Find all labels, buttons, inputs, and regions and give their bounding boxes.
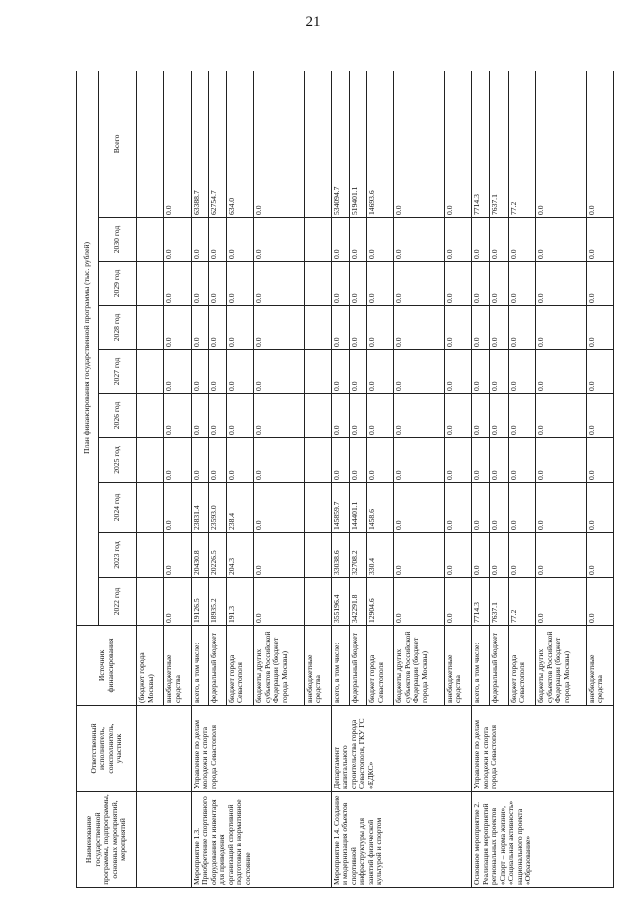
row-value-cell: 0.0 (191, 262, 209, 306)
row-value-cell: 0.0 (586, 350, 613, 394)
row-total-cell: 519401.1 (349, 71, 367, 218)
row-value-cell: 0.0 (586, 262, 613, 306)
row-value-cell: 0.0 (367, 438, 394, 483)
row-name-cell: Основное мероприятие 2. Реализация мероприятий региональных проектов «Спорт – норма жизни», «Социальная активность» национального проекта «Образование» (472, 792, 614, 888)
row-source-cell: внебюджетные средства (586, 626, 613, 706)
row-value-cell: 0.0 (394, 438, 444, 483)
row-total-cell: 0.0 (536, 71, 586, 218)
row-total-cell (304, 71, 331, 218)
table-frame (76, 71, 614, 888)
row-value-cell: 0.0 (226, 394, 253, 438)
row-value-cell: 0.0 (331, 438, 349, 483)
row-value-cell: 1458.6 (367, 483, 394, 533)
row-value-cell: 19126.5 (191, 578, 209, 626)
row-value-cell: 0.0 (394, 483, 444, 533)
row-value-cell: 0.0 (349, 438, 367, 483)
row-value-cell: 0.0 (209, 262, 227, 306)
row-total-cell: 7714.3 (472, 71, 490, 218)
row-value-cell: 0.0 (489, 218, 508, 262)
row-value-cell: 0.0 (164, 218, 191, 262)
row-value-cell: 0.0 (226, 218, 253, 262)
header-year: 2030 год (99, 218, 137, 262)
row-value-cell: 0.0 (586, 218, 613, 262)
row-value-cell: 0.0 (508, 438, 535, 483)
row-value-cell (137, 262, 164, 306)
row-value-cell: 342291.8 (349, 578, 367, 626)
row-value-cell: 0.0 (489, 306, 508, 350)
row-source-cell: всего, в том числе: (331, 626, 349, 706)
row-value-cell: 0.0 (394, 394, 444, 438)
row-source-cell: (бюджет города Москвы) (137, 626, 164, 706)
row-total-cell: 0.0 (586, 71, 613, 218)
header-name: Наименование государственной программы, подпрограммы, основных мероприятий, мероприятий (77, 792, 137, 888)
row-value-cell: 0.0 (508, 483, 535, 533)
row-value-cell: 0.0 (349, 350, 367, 394)
row-value-cell: 0.0 (164, 578, 191, 626)
row-value-cell (304, 533, 331, 578)
row-value-cell (304, 350, 331, 394)
row-value-cell: 0.0 (536, 306, 586, 350)
row-value-cell: 0.0 (489, 262, 508, 306)
row-value-cell: 0.0 (472, 306, 490, 350)
row-source-cell: внебюджетные средства (304, 626, 331, 706)
row-value-cell: 0.0 (254, 394, 304, 438)
row-value-cell: 0.0 (489, 350, 508, 394)
row-value-cell: 0.0 (472, 438, 490, 483)
row-value-cell: 0.0 (508, 533, 535, 578)
row-value-cell: 0.0 (444, 483, 471, 533)
row-value-cell: 0.0 (444, 218, 471, 262)
row-value-cell: 0.0 (209, 438, 227, 483)
row-value-cell: 0.0 (254, 306, 304, 350)
row-value-cell: 32708.2 (349, 533, 367, 578)
row-value-cell: 0.0 (536, 262, 586, 306)
header-year: 2029 год (99, 262, 137, 306)
row-responsible-cell: Департамент капитального строительства города Севастополя, ГКУ ГС «ЕДКС» (331, 706, 471, 792)
row-total-cell: 14693.6 (367, 71, 394, 218)
row-value-cell: 0.0 (331, 262, 349, 306)
row-value-cell: 330.4 (367, 533, 394, 578)
row-value-cell (137, 394, 164, 438)
row-value-cell: 191.3 (226, 578, 253, 626)
row-value-cell: 0.0 (367, 350, 394, 394)
row-value-cell (304, 483, 331, 533)
row-total-cell: 77.2 (508, 71, 535, 218)
row-value-cell: 0.0 (349, 218, 367, 262)
page-number: 21 (305, 14, 321, 30)
row-source-cell: бюджет города Севастополя (226, 626, 253, 706)
row-value-cell: 0.0 (508, 306, 535, 350)
row-value-cell: 0.0 (254, 483, 304, 533)
row-value-cell: 0.0 (367, 218, 394, 262)
row-value-cell: 0.0 (254, 578, 304, 626)
row-value-cell: 0.0 (536, 350, 586, 394)
row-value-cell: 0.0 (367, 262, 394, 306)
header-year: 2028 год (99, 306, 137, 350)
row-value-cell: 0.0 (444, 438, 471, 483)
row-source-cell: всего, в том числе: (191, 626, 209, 706)
row-value-cell (304, 394, 331, 438)
row-total-cell: 0.0 (394, 71, 444, 218)
row-value-cell: 0.0 (586, 438, 613, 483)
table-row (331, 71, 349, 888)
header-responsible: Ответственный исполнитель, соисполнитель, участник (77, 706, 137, 792)
row-value-cell: 238.4 (226, 483, 253, 533)
row-value-cell: 0.0 (444, 350, 471, 394)
row-value-cell: 355196.4 (331, 578, 349, 626)
header-year: 2027 год (99, 350, 137, 394)
row-value-cell: 0.0 (472, 483, 490, 533)
row-total-cell: 0.0 (254, 71, 304, 218)
header-source: Источник финансирования (77, 626, 137, 706)
row-value-cell (304, 218, 331, 262)
row-value-cell: 12904.6 (367, 578, 394, 626)
row-total-cell: 634.0 (226, 71, 253, 218)
row-value-cell: 23593.0 (209, 483, 227, 533)
header-year: 2024 год (99, 483, 137, 533)
row-value-cell: 0.0 (508, 262, 535, 306)
row-source-cell: бюджеты других субъектов Российской Федерации (бюджет города Москвы) (254, 626, 304, 706)
row-value-cell: 0.0 (444, 262, 471, 306)
row-value-cell (304, 262, 331, 306)
row-value-cell: 0.0 (394, 218, 444, 262)
row-total-cell: 0.0 (444, 71, 471, 218)
row-value-cell: 0.0 (489, 394, 508, 438)
row-value-cell: 0.0 (191, 350, 209, 394)
row-value-cell: 0.0 (164, 306, 191, 350)
row-value-cell: 0.0 (191, 306, 209, 350)
row-total-cell: 7637.1 (489, 71, 508, 218)
row-source-cell: бюджет города Севастополя (367, 626, 394, 706)
row-value-cell: 0.0 (586, 533, 613, 578)
row-value-cell: 0.0 (254, 262, 304, 306)
row-value-cell: 0.0 (586, 306, 613, 350)
row-value-cell: 0.0 (209, 218, 227, 262)
row-value-cell: 0.0 (367, 306, 394, 350)
row-value-cell: 0.0 (254, 438, 304, 483)
row-value-cell (137, 438, 164, 483)
header-year: 2022 год (99, 578, 137, 626)
row-value-cell (137, 350, 164, 394)
row-value-cell (137, 218, 164, 262)
row-value-cell: 0.0 (394, 306, 444, 350)
row-value-cell: 7714.3 (472, 578, 490, 626)
row-value-cell: 0.0 (164, 394, 191, 438)
row-value-cell: 20226.5 (209, 533, 227, 578)
row-total-cell: 534094.7 (331, 71, 349, 218)
header-year: 2026 год (99, 394, 137, 438)
row-source-cell: бюджет города Севастополя (508, 626, 535, 706)
row-value-cell: 0.0 (331, 394, 349, 438)
row-value-cell: 0.0 (226, 350, 253, 394)
row-value-cell: 144401.1 (349, 483, 367, 533)
row-value-cell: 0.0 (349, 262, 367, 306)
row-value-cell: 0.0 (394, 578, 444, 626)
row-value-cell: 0.0 (586, 394, 613, 438)
table-row (191, 71, 209, 888)
financing-plan-table (76, 71, 614, 888)
row-value-cell: 0.0 (536, 218, 586, 262)
row-name-cell (137, 792, 192, 888)
table-row (137, 71, 164, 888)
row-total-cell: 0.0 (164, 71, 191, 218)
row-value-cell: 0.0 (444, 578, 471, 626)
header-total: Всего (99, 71, 137, 218)
row-value-cell: 0.0 (226, 306, 253, 350)
row-value-cell: 0.0 (164, 533, 191, 578)
row-value-cell (304, 306, 331, 350)
header-year: 2025 год (99, 438, 137, 483)
row-value-cell (137, 483, 164, 533)
row-name-cell: Мероприятие 1.3. Приобретение спортивного оборудования и инвентаря для приведения организаций спортивной подготовки в нормативное состояние (191, 792, 331, 888)
row-source-cell: внебюджетные средства (164, 626, 191, 706)
row-value-cell: 7637.1 (489, 578, 508, 626)
row-value-cell: 0.0 (209, 350, 227, 394)
row-value-cell: 77.2 (508, 578, 535, 626)
row-value-cell (137, 578, 164, 626)
row-value-cell (304, 578, 331, 626)
row-responsible-cell: Управление по делам молодежи и спорта города Севастополя (472, 706, 614, 792)
row-value-cell: 0.0 (489, 483, 508, 533)
row-value-cell: 0.0 (489, 438, 508, 483)
row-value-cell: 0.0 (472, 394, 490, 438)
header-year: 2023 год (99, 533, 137, 578)
row-value-cell (304, 438, 331, 483)
row-value-cell (137, 533, 164, 578)
row-value-cell: 0.0 (508, 218, 535, 262)
row-value-cell: 0.0 (191, 438, 209, 483)
row-value-cell: 0.0 (472, 262, 490, 306)
row-source-cell: федеральный бюджет (489, 626, 508, 706)
row-source-cell: всего, в том числе: (472, 626, 490, 706)
row-value-cell: 0.0 (226, 438, 253, 483)
row-value-cell: 33038.6 (331, 533, 349, 578)
row-value-cell: 0.0 (536, 578, 586, 626)
row-value-cell: 0.0 (508, 350, 535, 394)
row-value-cell: 0.0 (394, 533, 444, 578)
row-value-cell: 20430.8 (191, 533, 209, 578)
row-value-cell: 0.0 (164, 262, 191, 306)
row-value-cell: 145859.7 (331, 483, 349, 533)
row-value-cell: 0.0 (191, 218, 209, 262)
row-value-cell: 0.0 (536, 483, 586, 533)
row-value-cell: 0.0 (444, 394, 471, 438)
row-value-cell: 0.0 (586, 578, 613, 626)
row-value-cell: 0.0 (444, 533, 471, 578)
row-source-cell: федеральный бюджет (349, 626, 367, 706)
row-value-cell: 0.0 (472, 350, 490, 394)
row-value-cell: 0.0 (586, 483, 613, 533)
row-value-cell: 0.0 (444, 306, 471, 350)
row-value-cell: 0.0 (164, 350, 191, 394)
row-source-cell: бюджеты других субъектов Российской Федерации (бюджет города Москвы) (394, 626, 444, 706)
table-body (137, 71, 614, 888)
row-value-cell: 0.0 (331, 350, 349, 394)
row-total-cell: 62754.7 (209, 71, 227, 218)
row-value-cell: 0.0 (209, 394, 227, 438)
row-value-cell: 0.0 (331, 306, 349, 350)
row-value-cell: 204.3 (226, 533, 253, 578)
row-value-cell: 0.0 (489, 533, 508, 578)
row-value-cell: 0.0 (349, 306, 367, 350)
row-value-cell: 0.0 (536, 438, 586, 483)
row-name-cell: Мероприятие 1.4. Создание и модернизация объектов спортивной инфраструктуры для занятий физической культурой и спортом (331, 792, 471, 888)
row-value-cell: 0.0 (331, 218, 349, 262)
row-value-cell: 0.0 (508, 394, 535, 438)
row-value-cell: 0.0 (254, 533, 304, 578)
table-row (472, 71, 490, 888)
row-value-cell: 0.0 (394, 350, 444, 394)
row-source-cell: федеральный бюджет (209, 626, 227, 706)
row-value-cell: 0.0 (472, 533, 490, 578)
row-value-cell (137, 306, 164, 350)
row-value-cell: 23831.4 (191, 483, 209, 533)
row-source-cell: внебюджетные средства (444, 626, 471, 706)
rotated-table-container (76, 71, 614, 888)
row-value-cell: 0.0 (164, 483, 191, 533)
row-value-cell: 0.0 (209, 306, 227, 350)
row-value-cell: 0.0 (254, 350, 304, 394)
row-value-cell: 0.0 (254, 218, 304, 262)
row-value-cell: 0.0 (226, 262, 253, 306)
row-value-cell: 0.0 (472, 218, 490, 262)
row-value-cell: 0.0 (164, 438, 191, 483)
row-value-cell: 0.0 (536, 394, 586, 438)
row-value-cell: 0.0 (349, 394, 367, 438)
row-total-cell: 63388.7 (191, 71, 209, 218)
row-value-cell: 18935.2 (209, 578, 227, 626)
row-responsible-cell: Управление по делам молодежи и спорта города Севастополя (191, 706, 331, 792)
row-value-cell: 0.0 (191, 394, 209, 438)
row-value-cell: 0.0 (536, 533, 586, 578)
row-value-cell: 0.0 (394, 262, 444, 306)
row-total-cell (137, 71, 164, 218)
row-value-cell: 0.0 (367, 394, 394, 438)
row-source-cell: бюджеты других субъектов Российской Федерации (бюджет города Москвы) (536, 626, 586, 706)
row-responsible-cell (137, 706, 192, 792)
header-plan: План финансирования государственной программы (тыс. рублей) (77, 71, 99, 626)
